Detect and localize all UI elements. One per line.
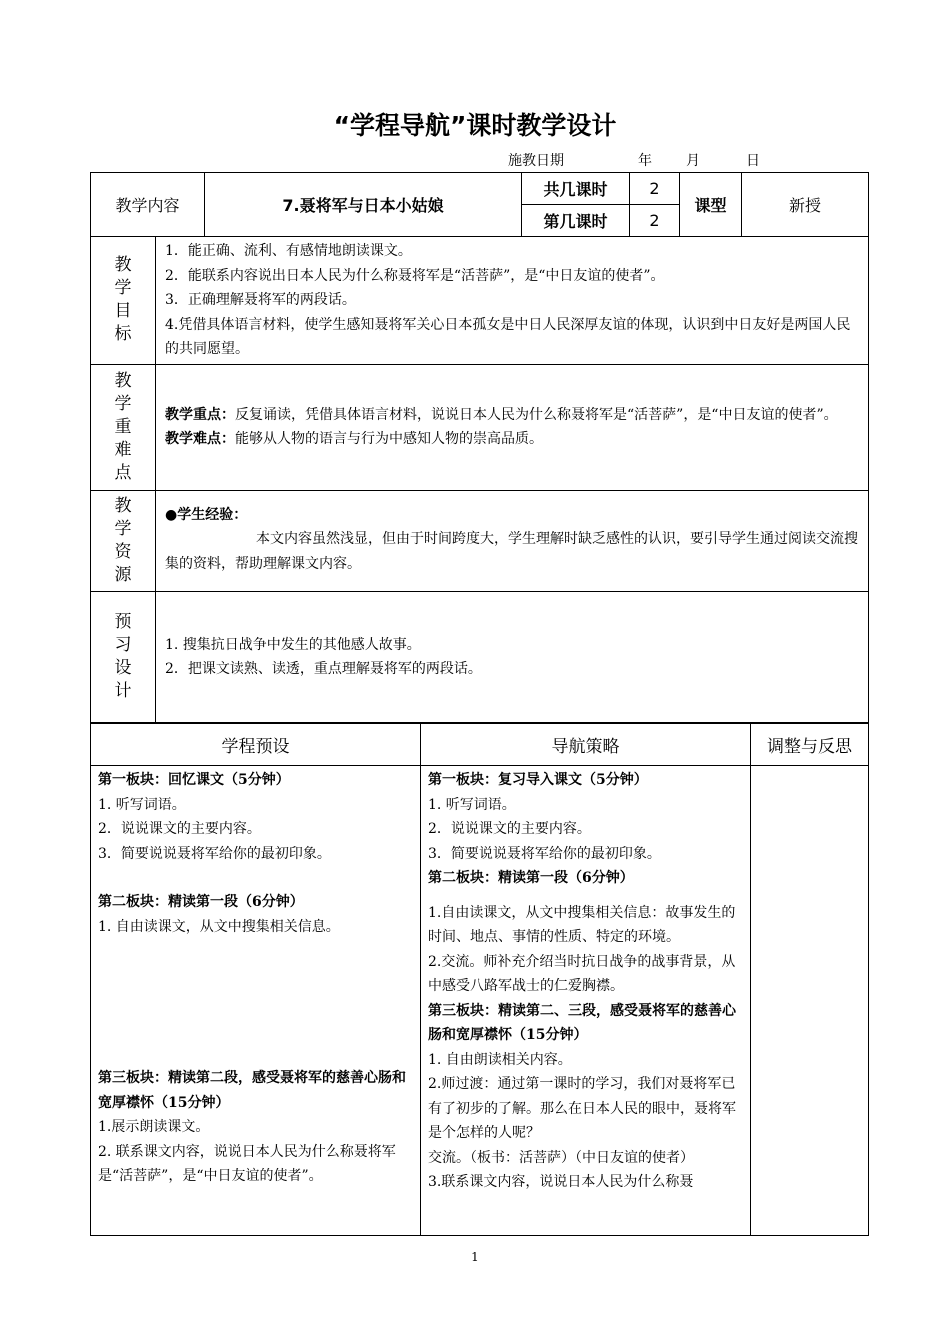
resources-text: 本文内容虽然浅显，但由于时间跨度大，学生理解时缺乏感性的认识，要引导学生通过阅读交流搜集的资料，帮助理解课文内容。 bbox=[165, 531, 858, 572]
lesson-info-table bbox=[90, 172, 869, 724]
current-period-value: 2 bbox=[630, 205, 680, 237]
student-plan-column bbox=[91, 766, 421, 1236]
list-item: 1. 自由读课文，从文中搜集相关信息。 bbox=[98, 918, 340, 935]
content-label: 教学内容 bbox=[91, 173, 205, 237]
page-number: 1 bbox=[471, 1250, 479, 1264]
list-item: 1.展示朗读课文。 bbox=[98, 1119, 210, 1135]
date-label: 施教日期 bbox=[508, 153, 564, 169]
list-item: 2．说说课文的主要内容。 bbox=[428, 821, 591, 837]
list-item: 1. 自由朗读相关内容。 bbox=[428, 1051, 572, 1068]
objectives-label: 教学目标 bbox=[91, 237, 156, 365]
key-points-content bbox=[156, 364, 869, 490]
date-month: 月 bbox=[686, 153, 700, 169]
difficulty-label: 教学难点： bbox=[165, 431, 235, 447]
date-year: 年 bbox=[638, 153, 652, 169]
preview-label: 预习设计 bbox=[91, 591, 156, 723]
list-item: 1. 听写词语。 bbox=[98, 796, 186, 813]
list-item: 3．简要说说聂将军给你的最初印象。 bbox=[428, 845, 661, 862]
focus-label: 教学重点： bbox=[165, 406, 235, 423]
list-item: 2. 联系课文内容，说说日本人民为什么称聂将军是“活菩萨”，是“中日友谊的使者”。 bbox=[98, 1143, 396, 1184]
objective-item: 4.凭借具体语言材料，使学生感知聂将军关心日本孤女是中日人民深厚友谊的体现，认识到中日友好是两国人民的共同愿望。 bbox=[165, 316, 851, 357]
reflection-column bbox=[751, 766, 869, 1236]
resources-label: 教学资源 bbox=[91, 490, 156, 591]
date-line bbox=[508, 150, 760, 170]
current-period-label: 第几课时 bbox=[522, 205, 630, 237]
section-title: 第三板块：精读第二段，感受聂将军的慈善心肠和宽厚襟怀（15分钟） bbox=[98, 1070, 406, 1111]
date-day: 日 bbox=[746, 153, 760, 169]
objective-item: 2．能联系内容说出日本人民为什么称聂将军是“活菩萨”，是“中日友谊的使者”。 bbox=[165, 267, 665, 284]
list-item: 1. 听写词语。 bbox=[428, 796, 516, 813]
objective-item: 1．能正确、流利、有感情地朗读课文。 bbox=[165, 243, 412, 259]
section-title: 第二板块：精读第一段（6分钟） bbox=[98, 894, 304, 910]
list-item: 交流。（板书：活菩萨）（中日友谊的使者） bbox=[428, 1149, 694, 1166]
preview-content bbox=[156, 591, 869, 723]
objective-item: 3．正确理解聂将军的两段话。 bbox=[165, 292, 356, 308]
col3-header: 调整与反思 bbox=[751, 723, 869, 766]
list-item: 2．说说课文的主要内容。 bbox=[98, 821, 261, 837]
type-label: 课型 bbox=[680, 173, 742, 237]
page-title: “学程导航”课时教学设计 bbox=[333, 111, 617, 140]
col2-header: 导航策略 bbox=[421, 723, 751, 766]
type-value: 新授 bbox=[742, 173, 869, 237]
preview-item: 1. 搜集抗日战争中发生的其他感人故事。 bbox=[165, 636, 421, 653]
objectives-content bbox=[156, 237, 869, 365]
focus-text: 反复诵读，凭借具体语言材料，说说日本人民为什么称聂将军是“活菩萨”，是“中日友谊的使者”。 bbox=[235, 406, 838, 423]
lesson-title: 7.聂将军与日本小姑娘 bbox=[205, 173, 522, 237]
col1-header: 学程预设 bbox=[91, 723, 421, 766]
key-points-label: 教学重难点 bbox=[91, 364, 156, 490]
preview-item: 2．把课文读熟、读透，重点理解聂将军的两段话。 bbox=[165, 661, 482, 677]
process-table bbox=[90, 722, 869, 1236]
list-item: 2.师过渡：通过第一课时的学习，我们对聂将军已有了初步的了解。那么在日本人民的眼中，聂将军是个怎样的人呢？ bbox=[428, 1076, 736, 1141]
section-title: 第一板块：复习导入课文（5分钟） bbox=[428, 772, 648, 788]
resources-content bbox=[156, 490, 869, 591]
guidance-column bbox=[421, 766, 751, 1236]
list-item: 3．简要说说聂将军给你的最初印象。 bbox=[98, 845, 331, 862]
difficulty-text: 能够从人物的语言与行为中感知人物的崇高品质。 bbox=[235, 431, 543, 447]
section-title: 第二板块：精读第一段（6分钟） bbox=[428, 870, 634, 886]
list-item: 2.交流。师补充介绍当时抗日战争的战事背景，从中感受八路军战士的仁爱胸襟。 bbox=[428, 953, 736, 994]
total-periods-label: 共几课时 bbox=[522, 173, 630, 205]
section-title: 第三板块：精读第二、三段，感受聂将军的慈善心肠和宽厚襟怀（15分钟） bbox=[428, 1002, 736, 1043]
list-item: 3.联系课文内容，说说日本人民为什么称聂 bbox=[428, 1174, 694, 1190]
list-item: 1.自由读课文，从文中搜集相关信息：故事发生的时间、地点、事情的性质、特定的环境。 bbox=[428, 904, 736, 945]
resources-heading: ●学生经验： bbox=[165, 506, 248, 523]
section-title: 第一板块：回忆课文（5分钟） bbox=[98, 772, 290, 788]
total-periods-value: 2 bbox=[630, 173, 680, 205]
